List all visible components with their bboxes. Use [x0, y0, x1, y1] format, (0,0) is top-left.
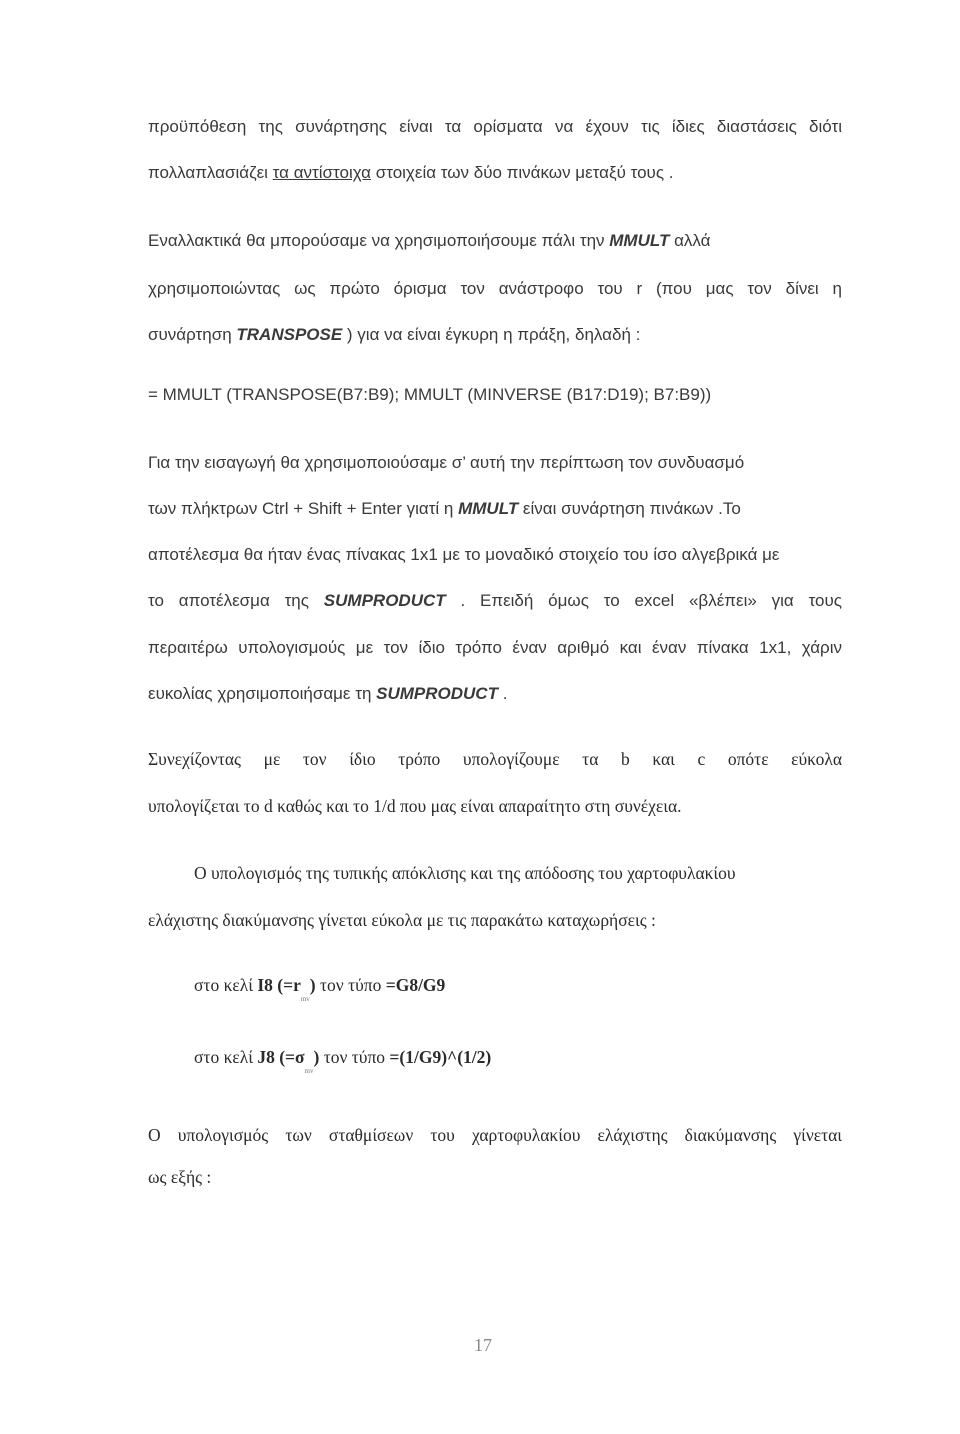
function-name: MMULT — [609, 231, 670, 250]
text-span: στοιχεία των δύο πινάκων μεταξύ τους . — [371, 163, 674, 182]
paragraph-line: ως εξής : — [148, 1167, 212, 1187]
paragraph-line: Συνεχίζοντας με τον ίδιο τρόπο υπολογίζουμε τα b και c οπότε εύκολα — [148, 749, 842, 769]
underlined-text: τα αντίστοιχα — [272, 163, 372, 182]
subscript: mv — [300, 995, 310, 1003]
paragraph-line: προϋπόθεση της συνάρτησης είναι τα ορίσματα να έχουν τις ίδιες διαστάσεις διότι — [148, 117, 842, 136]
paragraph-line: ελάχιστης διακύμανσης γίνεται εύκολα με τις παρακάτω καταχωρήσεις : — [148, 910, 656, 930]
page-number: 17 — [474, 1335, 492, 1355]
text-span: συνάρτηση — [148, 325, 237, 344]
paragraph-line — [148, 230, 842, 252]
paragraph-line — [148, 590, 842, 612]
text-span: στο κελί — [194, 1047, 258, 1067]
text-span: ) — [313, 1047, 320, 1067]
paragraph-line — [148, 498, 842, 520]
text-span: στο κελί — [194, 975, 258, 995]
subscript: mv — [304, 1067, 314, 1075]
formula-line: = MMULT (TRANSPOSE(B7:B9); MMULT (MINVERSE (B17:D19); B7:B9)) — [148, 385, 712, 404]
cell-entry — [194, 974, 794, 1003]
text-span: αλλά — [669, 231, 711, 250]
text-span: τον τύπο — [319, 1047, 390, 1067]
paragraph-line: αποτέλεσμα θα ήταν ένας πίνακας 1x1 με το μοναδικό στοιχείο του ίσο αλγεβρικά με — [148, 545, 780, 564]
cell-reference: I8 (=r — [257, 975, 301, 995]
text-span: . Επειδή όμως το excel «βλέπει» για τους — [445, 591, 843, 610]
paragraph-line — [148, 324, 842, 346]
text-span: . — [497, 684, 508, 703]
text-span: πολλαπλασιάζει — [148, 163, 273, 182]
paragraph-line — [148, 162, 842, 184]
cell-formula: =(1/G9)^(1/2) — [389, 1047, 492, 1067]
function-name: SUMPRODUCT — [323, 591, 446, 610]
cell-reference: J8 (=σ — [257, 1047, 305, 1067]
paragraph-line: Ο υπολογισμός της τυπικής απόκλισης και της απόδοσης του χαρτοφυλακίου — [194, 863, 736, 883]
text-span: των πλήκτρων Ctrl + Shift + Enter γιατί η — [148, 499, 459, 518]
text-span: το αποτέλεσμα της — [148, 591, 324, 610]
function-name: MMULT — [458, 499, 519, 518]
function-name: TRANSPOSE — [236, 325, 343, 344]
text-span: ευκολίας χρησιμοποιήσαμε τη — [148, 684, 377, 703]
paragraph-line: υπολογίζεται το d καθώς και το 1/d που μας είναι απαραίτητο στη συνέχεια. — [148, 796, 682, 816]
function-name: SUMPRODUCT — [376, 684, 498, 703]
text-span: ) για να είναι έγκυρη η πράξη, δηλαδή : — [342, 325, 641, 344]
text-span: τον τύπο — [315, 975, 386, 995]
cell-formula: =G8/G9 — [385, 975, 446, 995]
paragraph-line: Ο υπολογισμός των σταθμίσεων του χαρτοφυλακίου ελάχιστης διακύμανσης γίνεται — [148, 1125, 842, 1145]
paragraph-line — [148, 683, 842, 705]
text-span: ) — [309, 975, 316, 995]
paragraph-line: περαιτέρω υπολογισμούς με τον ίδιο τρόπο έναν αριθμό και έναν πίνακα 1x1, χάριν — [148, 638, 842, 657]
paragraph-line: Για την εισαγωγή θα χρησιμοποιούσαμε σ’ αυτή την περίπτωση τον συνδυασμό — [148, 453, 745, 472]
cell-entry — [194, 1046, 794, 1075]
paragraph-line: χρησιμοποιώντας ως πρώτο όρισμα τον ανάστροφο του r (που μας τον δίνει η — [148, 279, 842, 298]
text-span: Εναλλακτικά θα μπορούσαμε να χρησιμοποιήσουμε πάλι την — [148, 231, 610, 250]
text-span: είναι συνάρτηση πινάκων .Το — [518, 499, 741, 518]
